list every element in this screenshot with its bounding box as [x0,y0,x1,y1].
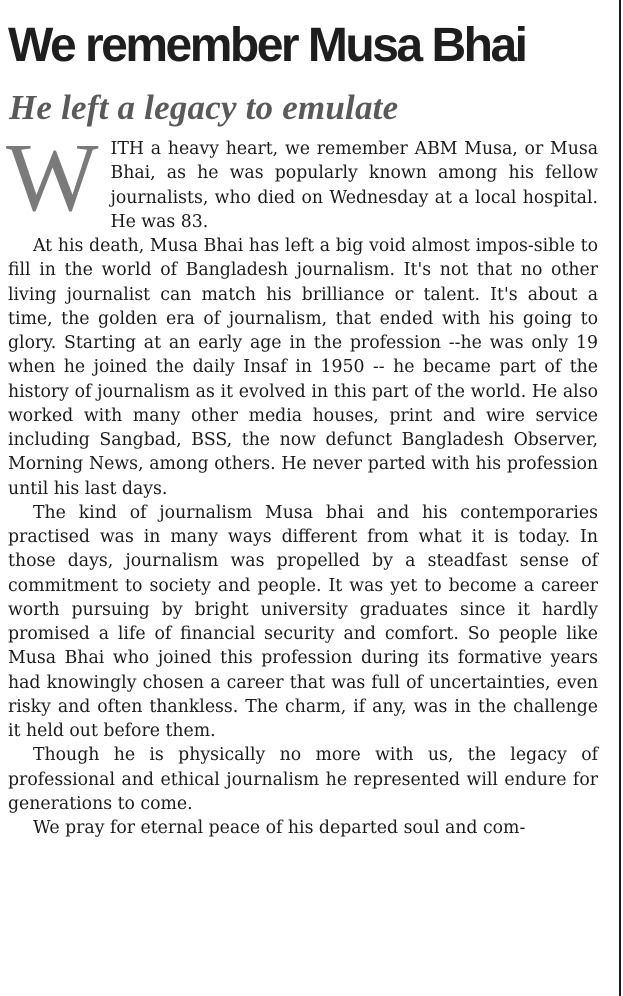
subheadline: He left a legacy to emulate [9,88,399,127]
drop-cap: W [6,124,99,232]
headline: We remember Musa Bhai [8,19,526,72]
paragraph-2: At his death, Musa Bhai has left a big void almost impos-sible to fill in the world of Bangladesh journalism. It's not that no other living journalist can match his brilliance or talent. It's about a time, the golden era of journalism, that ended with his going to glory. Starting at an early age in the profession --he was only 19 when he joined the daily Insaf in 1950 -- he became part of the history of journalism as it evolved in this part of the world. He also worked with many other media houses, print and wire service including Sangbad, BSS, the now defunct Bangladesh Observer, Morning News, among others. He never parted with his profession until his last days. [8,236,598,499]
paragraph-1 [6,124,598,234]
paragraph-1-text: ITH a heavy heart, we remember ABM Musa, or Musa Bhai, as he was popularly known among his fellow journalists, who died on Wednesday at a local hospital. He was 83. [110,139,598,232]
paragraph-5: We pray for eternal peace of his departed soul and com- [33,818,526,838]
column-rule [619,0,621,996]
paragraph-3: The kind of journalism Musa bhai and his contemporaries practised was in many ways different from what it is today. In those days, journalism was propelled by a steadfast sense of commitment to society and people. It was yet to become a career worth pursuing by bright university graduates since it hardly promised a life of financial security and comfort. So people like Musa Bhai who joined this profession during its formative years had knowingly chosen a career that was full of uncertainties, even risky and often thankless. The charm, if any, was in the challenge it held out before them. [8,502,598,741]
paragraph-4: Though he is physically no more with us, the legacy of professional and ethical journalism he represented will endure for generations to come. [8,745,598,814]
article-body [6,124,598,840]
